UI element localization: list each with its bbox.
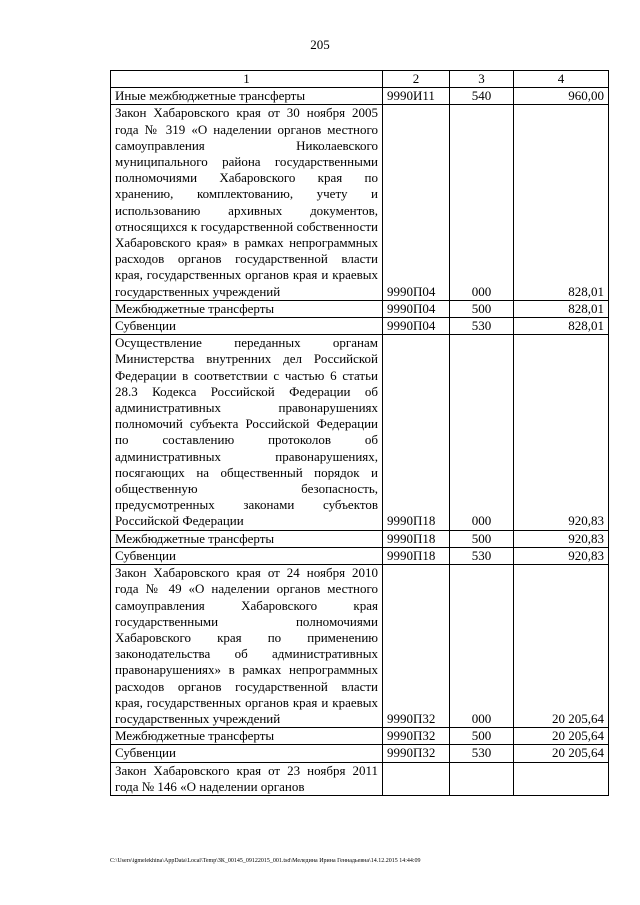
row-name-cell: Межбюджетные трансферты [111, 300, 383, 317]
row-name-cell: Субвенции [111, 745, 383, 762]
row-code-cell: 9990П04 [383, 105, 450, 300]
row-type-cell: 540 [450, 88, 514, 105]
table-row [111, 728, 609, 745]
row-type-cell [450, 762, 514, 795]
row-code-cell: 9990П04 [383, 318, 450, 335]
row-sum-cell: 828,01 [514, 105, 609, 300]
row-name-cell: Субвенции [111, 318, 383, 335]
table-row [111, 318, 609, 335]
row-type-cell: 000 [450, 335, 514, 530]
row-type-cell: 500 [450, 728, 514, 745]
row-name-cell: Межбюджетные трансферты [111, 728, 383, 745]
row-code-cell: 9990П32 [383, 728, 450, 745]
row-name-cell: Субвенции [111, 547, 383, 564]
row-sum-cell: 960,00 [514, 88, 609, 105]
table-row [111, 565, 609, 728]
row-type-cell: 500 [450, 300, 514, 317]
footer-file-path: C:\Users\igmelekhina\AppData\Local\Temp\ЗК_00145_09122015_001.tsd\Меледина Ирина Геннадьевна\14.12.2015 14:44:09 [110, 858, 421, 864]
row-type-cell: 530 [450, 745, 514, 762]
table-row [111, 530, 609, 547]
row-name-cell: Осуществление переданных органам Министерства внутренних дел Российской Федерации в соответствии с частью 6 статьи 28.3 Кодекса Российской Федерации об административных правонарушениях полномочий субъекта Российской Федерации по составлению протоколов об административных правонарушениях, посягающих на общественный порядок и общественную безопасность, предусмотренных законами субъектов Российской Федерации [111, 335, 383, 530]
row-code-cell: 9990П18 [383, 547, 450, 564]
row-code-cell: 9990И11 [383, 88, 450, 105]
row-sum-cell: 828,01 [514, 300, 609, 317]
header-col-1: 1 [111, 71, 383, 88]
row-code-cell: 9990П04 [383, 300, 450, 317]
row-type-cell: 500 [450, 530, 514, 547]
header-col-3: 3 [450, 71, 514, 88]
page-number: 205 [310, 37, 330, 52]
row-code-cell [383, 762, 450, 795]
row-code-cell: 9990П32 [383, 745, 450, 762]
row-sum-cell [514, 762, 609, 795]
table-row [111, 88, 609, 105]
table-row [111, 335, 609, 530]
row-type-cell: 000 [450, 105, 514, 300]
row-name-cell: Иные межбюджетные трансферты [111, 88, 383, 105]
row-sum-cell: 20 205,64 [514, 565, 609, 728]
row-code-cell: 9990П18 [383, 335, 450, 530]
table-row [111, 105, 609, 300]
row-name-cell: Закон Хабаровского края от 30 ноября 2005 года № 319 «О наделении органов местного самоуправления Николаевского муниципального района государственными полномочиями Хабаровского края по хранению, комплектованию, учету и использованию архивных документов, относящихся к государственной собственности Хабаровского края» в рамках непрограммных расходов органов государственной власти края, государственных органов края и краевых государственных учреждений [111, 105, 383, 300]
row-sum-cell: 20 205,64 [514, 745, 609, 762]
row-sum-cell: 20 205,64 [514, 728, 609, 745]
table-header-row [111, 71, 609, 88]
row-name-cell: Закон Хабаровского края от 24 ноября 2010 года № 49 «О наделении органов местного самоуправления Хабаровского края государственными полномочиями Хабаровского края по применению законодательства об административных правонарушениях» в рамках непрограммных расходов органов государственной власти края, государственных органов края и краевых государственных учреждений [111, 565, 383, 728]
row-sum-cell: 920,83 [514, 530, 609, 547]
row-code-cell: 9990П32 [383, 565, 450, 728]
row-sum-cell: 920,83 [514, 335, 609, 530]
row-sum-cell: 920,83 [514, 547, 609, 564]
table-row [111, 547, 609, 564]
budget-table [110, 70, 609, 796]
row-name-cell: Межбюджетные трансферты [111, 530, 383, 547]
row-type-cell: 000 [450, 565, 514, 728]
row-type-cell: 530 [450, 547, 514, 564]
row-sum-cell: 828,01 [514, 318, 609, 335]
header-col-4: 4 [514, 71, 609, 88]
header-col-2: 2 [383, 71, 450, 88]
row-code-cell: 9990П18 [383, 530, 450, 547]
table-row [111, 300, 609, 317]
row-type-cell: 530 [450, 318, 514, 335]
row-name-cell: Закон Хабаровского края от 23 ноября 2011 года № 146 «О наделении органов [111, 762, 383, 795]
table-row [111, 745, 609, 762]
table-row [111, 762, 609, 795]
